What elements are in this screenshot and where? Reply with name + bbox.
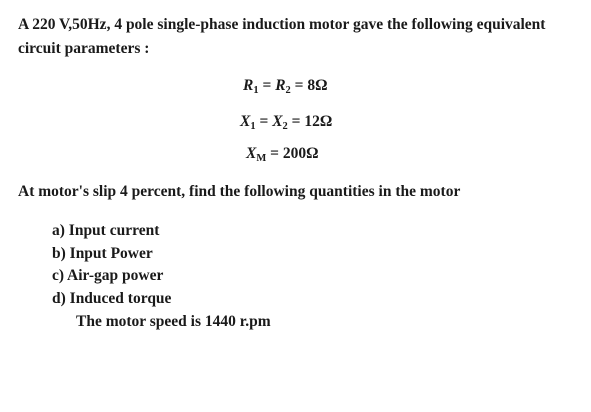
list-item: a) Input current bbox=[52, 222, 160, 239]
list-item: b) Input Power bbox=[52, 244, 153, 262]
equation-resistance: $R_1 = R_2 = 8\Omega$ bbox=[243, 77, 328, 96]
question-items-list bbox=[52, 220, 171, 310]
question-text: At motor's slip 4 percent, find the following quantities in the motor bbox=[18, 183, 461, 200]
equation-reactance: $X_1 = X_2 = 12\Omega$ bbox=[240, 113, 333, 132]
motor-speed-note: The motor speed is 1440 r.pm bbox=[76, 313, 271, 330]
equation-magnetizing-reactance: $X_M = 200\Omega$ bbox=[246, 145, 319, 164]
list-item: c) Air-gap power bbox=[52, 267, 164, 285]
list-item: d) Induced torque bbox=[52, 289, 172, 307]
problem-intro: A 220 V,50Hz, 4 pole single-phase induction motor gave the following equivalent circuit parameters : bbox=[18, 16, 546, 57]
